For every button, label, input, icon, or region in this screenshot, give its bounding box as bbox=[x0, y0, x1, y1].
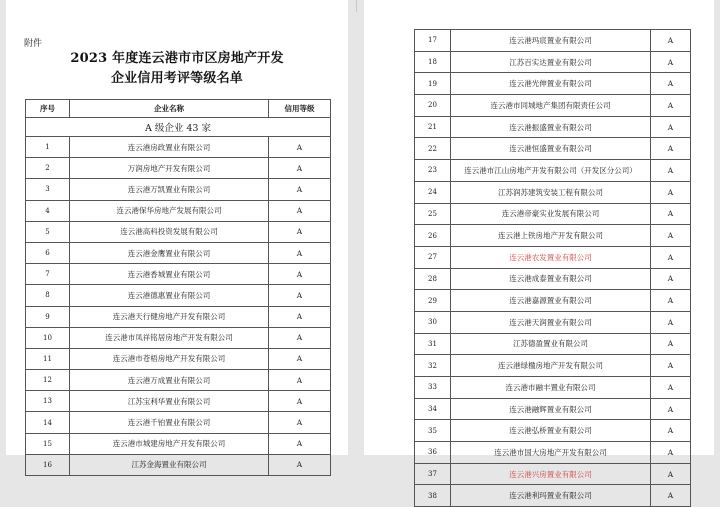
page-gap-divider bbox=[356, 0, 357, 12]
credit-grade: A bbox=[651, 225, 691, 247]
row-number: 8 bbox=[26, 285, 70, 306]
company-name: 连云港绿楹房地产开发有限公司 bbox=[451, 355, 651, 377]
table-row bbox=[415, 442, 691, 464]
row-number: 4 bbox=[26, 200, 70, 221]
table-row bbox=[415, 73, 691, 95]
credit-grade: A bbox=[651, 203, 691, 225]
row-number: 2 bbox=[26, 158, 70, 179]
credit-grade: A bbox=[651, 355, 691, 377]
company-name: 连云港市国大房地产开发有限公司 bbox=[451, 442, 651, 464]
row-number: 37 bbox=[415, 463, 451, 485]
credit-grade: A bbox=[651, 333, 691, 355]
credit-grade: A bbox=[651, 160, 691, 182]
table-row bbox=[415, 225, 691, 247]
credit-grade: A bbox=[269, 285, 331, 306]
credit-grade: A bbox=[269, 433, 331, 454]
table-row bbox=[415, 116, 691, 138]
company-name: 连云港房政置业有限公司 bbox=[70, 137, 269, 158]
table-row bbox=[415, 95, 691, 117]
company-name: 连云港天行健房地产开发有限公司 bbox=[70, 306, 269, 327]
table-body-right bbox=[415, 30, 691, 507]
credit-grade: A bbox=[269, 137, 331, 158]
table-row bbox=[415, 290, 691, 312]
credit-grade: A bbox=[651, 463, 691, 485]
section-label: A 级企业 43 家 bbox=[26, 118, 331, 137]
document-page-left bbox=[6, 0, 348, 470]
credit-grade: A bbox=[651, 398, 691, 420]
row-number: 3 bbox=[26, 179, 70, 200]
table-row bbox=[415, 311, 691, 333]
company-name: 连云港市同城地产集团有限责任公司 bbox=[451, 95, 651, 117]
company-name: 连云港万凯置业有限公司 bbox=[70, 179, 269, 200]
document-page-right bbox=[364, 0, 714, 501]
company-name: 连云港市城建房地产开发有限公司 bbox=[70, 433, 269, 454]
company-name: 连云港玛宸置业有限公司 bbox=[451, 30, 651, 52]
row-number: 17 bbox=[415, 30, 451, 52]
column-header-company: 企业名称 bbox=[70, 100, 269, 118]
company-name: 连云港市苍梧房地产开发有限公司 bbox=[70, 348, 269, 369]
row-number: 36 bbox=[415, 442, 451, 464]
row-number: 38 bbox=[415, 485, 451, 507]
row-number: 20 bbox=[415, 95, 451, 117]
table-row bbox=[415, 398, 691, 420]
row-number: 33 bbox=[415, 377, 451, 399]
company-name: 连云港市融丰置业有限公司 bbox=[451, 377, 651, 399]
company-name: 连云港振盛置业有限公司 bbox=[451, 116, 651, 138]
table-row bbox=[26, 264, 331, 285]
company-name: 连云港利玛置业有限公司 bbox=[451, 485, 651, 507]
company-name: 连云港香城置业有限公司 bbox=[70, 264, 269, 285]
company-name: 连云港金鹰置业有限公司 bbox=[70, 242, 269, 263]
credit-grade: A bbox=[269, 412, 331, 433]
company-name: 连云港市江山房地产开发有限公司（开发区分公司） bbox=[451, 160, 651, 182]
table-row bbox=[26, 348, 331, 369]
credit-grade: A bbox=[269, 370, 331, 391]
row-number: 13 bbox=[26, 391, 70, 412]
company-name: 连云港弘桥置业有限公司 bbox=[451, 420, 651, 442]
attachment-label: 附件 bbox=[24, 39, 43, 49]
row-number: 22 bbox=[415, 138, 451, 160]
row-number: 5 bbox=[26, 221, 70, 242]
credit-grade: A bbox=[651, 311, 691, 333]
row-number: 28 bbox=[415, 268, 451, 290]
row-number: 14 bbox=[26, 412, 70, 433]
credit-grade: A bbox=[651, 442, 691, 464]
credit-grade: A bbox=[269, 454, 331, 475]
credit-grade: A bbox=[651, 95, 691, 117]
row-number: 9 bbox=[26, 306, 70, 327]
company-name: 连云港市凤祥铭居房地产开发有限公司 bbox=[70, 327, 269, 348]
company-name: 连云港上铁房地产开发有限公司 bbox=[451, 225, 651, 247]
credit-grade: A bbox=[651, 51, 691, 73]
credit-rating-table-right bbox=[414, 29, 691, 507]
table-body-left bbox=[26, 137, 331, 476]
table-row bbox=[415, 485, 691, 507]
credit-grade: A bbox=[651, 116, 691, 138]
document-title-line1: 2023 年度连云港市市区房地产开发 bbox=[70, 51, 284, 66]
row-number: 15 bbox=[26, 433, 70, 454]
credit-grade: A bbox=[269, 348, 331, 369]
company-name: 江苏德盈置业有限公司 bbox=[451, 333, 651, 355]
company-name: 连云港恒盛置业有限公司 bbox=[451, 138, 651, 160]
row-number: 29 bbox=[415, 290, 451, 312]
company-name: 连云港嘉源置业有限公司 bbox=[451, 290, 651, 312]
table-row bbox=[415, 355, 691, 377]
table-row bbox=[26, 221, 331, 242]
credit-grade: A bbox=[651, 420, 691, 442]
table-row bbox=[415, 420, 691, 442]
credit-grade: A bbox=[651, 138, 691, 160]
table-row bbox=[415, 463, 691, 485]
credit-grade: A bbox=[269, 179, 331, 200]
credit-grade: A bbox=[651, 246, 691, 268]
company-name: 江苏宝利华置业有限公司 bbox=[70, 391, 269, 412]
table-row bbox=[415, 30, 691, 52]
table-row bbox=[415, 333, 691, 355]
credit-grade: A bbox=[269, 264, 331, 285]
company-name: 江苏百实达置业有限公司 bbox=[451, 51, 651, 73]
credit-grade: A bbox=[269, 221, 331, 242]
column-header-number: 序号 bbox=[26, 100, 70, 118]
company-name: 连云港成泰置业有限公司 bbox=[451, 268, 651, 290]
credit-grade: A bbox=[651, 181, 691, 203]
company-name: 连云港兴房置业有限公司 bbox=[451, 463, 651, 485]
credit-grade: A bbox=[651, 73, 691, 95]
row-number: 27 bbox=[415, 246, 451, 268]
row-number: 24 bbox=[415, 181, 451, 203]
company-name: 江苏金海置业有限公司 bbox=[70, 454, 269, 475]
company-name: 连云港万成置业有限公司 bbox=[70, 370, 269, 391]
table-row bbox=[26, 158, 331, 179]
row-number: 18 bbox=[415, 51, 451, 73]
company-name: 万润房地产开发有限公司 bbox=[70, 158, 269, 179]
table-row bbox=[415, 138, 691, 160]
row-number: 12 bbox=[26, 370, 70, 391]
credit-grade: A bbox=[651, 30, 691, 52]
row-number: 11 bbox=[26, 348, 70, 369]
table-row bbox=[415, 377, 691, 399]
table-row bbox=[26, 327, 331, 348]
row-number: 35 bbox=[415, 420, 451, 442]
table-row bbox=[26, 391, 331, 412]
credit-grade: A bbox=[269, 306, 331, 327]
row-number: 34 bbox=[415, 398, 451, 420]
row-number: 25 bbox=[415, 203, 451, 225]
credit-grade: A bbox=[651, 290, 691, 312]
table-row bbox=[415, 160, 691, 182]
row-number: 19 bbox=[415, 73, 451, 95]
row-number: 7 bbox=[26, 264, 70, 285]
table-row bbox=[415, 181, 691, 203]
company-name: 连云港千铂置业有限公司 bbox=[70, 412, 269, 433]
column-header-grade: 信用等级 bbox=[269, 100, 331, 118]
credit-grade: A bbox=[651, 485, 691, 507]
company-name: 江苏润苏建筑安装工程有限公司 bbox=[451, 181, 651, 203]
row-number: 32 bbox=[415, 355, 451, 377]
row-number: 10 bbox=[26, 327, 70, 348]
credit-grade: A bbox=[651, 268, 691, 290]
table-row bbox=[26, 137, 331, 158]
company-name: 连云港德惠置业有限公司 bbox=[70, 285, 269, 306]
table-row bbox=[415, 203, 691, 225]
company-name: 连云港光伸置业有限公司 bbox=[451, 73, 651, 95]
credit-rating-table-left bbox=[25, 99, 331, 476]
credit-grade: A bbox=[269, 242, 331, 263]
company-name: 连云港高科投资发展有限公司 bbox=[70, 221, 269, 242]
table-header-row bbox=[26, 100, 331, 118]
table-row bbox=[26, 179, 331, 200]
table-row bbox=[26, 412, 331, 433]
table-row bbox=[415, 51, 691, 73]
table-row bbox=[26, 454, 331, 475]
table-row bbox=[26, 242, 331, 263]
company-name: 连云港融辉置业有限公司 bbox=[451, 398, 651, 420]
table-row bbox=[415, 268, 691, 290]
row-number: 1 bbox=[26, 137, 70, 158]
company-name: 连云港帝豪实业发展有限公司 bbox=[451, 203, 651, 225]
table-row bbox=[26, 306, 331, 327]
company-name: 连云港农发置业有限公司 bbox=[451, 246, 651, 268]
table-row bbox=[26, 370, 331, 391]
row-number: 31 bbox=[415, 333, 451, 355]
document-title-line2: 企业信用考评等级名单 bbox=[110, 71, 243, 86]
table-row bbox=[26, 285, 331, 306]
row-number: 16 bbox=[26, 454, 70, 475]
credit-grade: A bbox=[269, 327, 331, 348]
credit-grade: A bbox=[269, 200, 331, 221]
company-name: 连云港保华房地产发展有限公司 bbox=[70, 200, 269, 221]
credit-grade: A bbox=[269, 391, 331, 412]
credit-grade: A bbox=[269, 158, 331, 179]
row-number: 30 bbox=[415, 311, 451, 333]
credit-grade: A bbox=[651, 377, 691, 399]
company-name: 连云港天润置业有限公司 bbox=[451, 311, 651, 333]
row-number: 23 bbox=[415, 160, 451, 182]
row-number: 21 bbox=[415, 116, 451, 138]
table-row bbox=[26, 433, 331, 454]
row-number: 26 bbox=[415, 225, 451, 247]
row-number: 6 bbox=[26, 242, 70, 263]
table-row bbox=[415, 246, 691, 268]
section-row bbox=[26, 118, 331, 137]
table-row bbox=[26, 200, 331, 221]
